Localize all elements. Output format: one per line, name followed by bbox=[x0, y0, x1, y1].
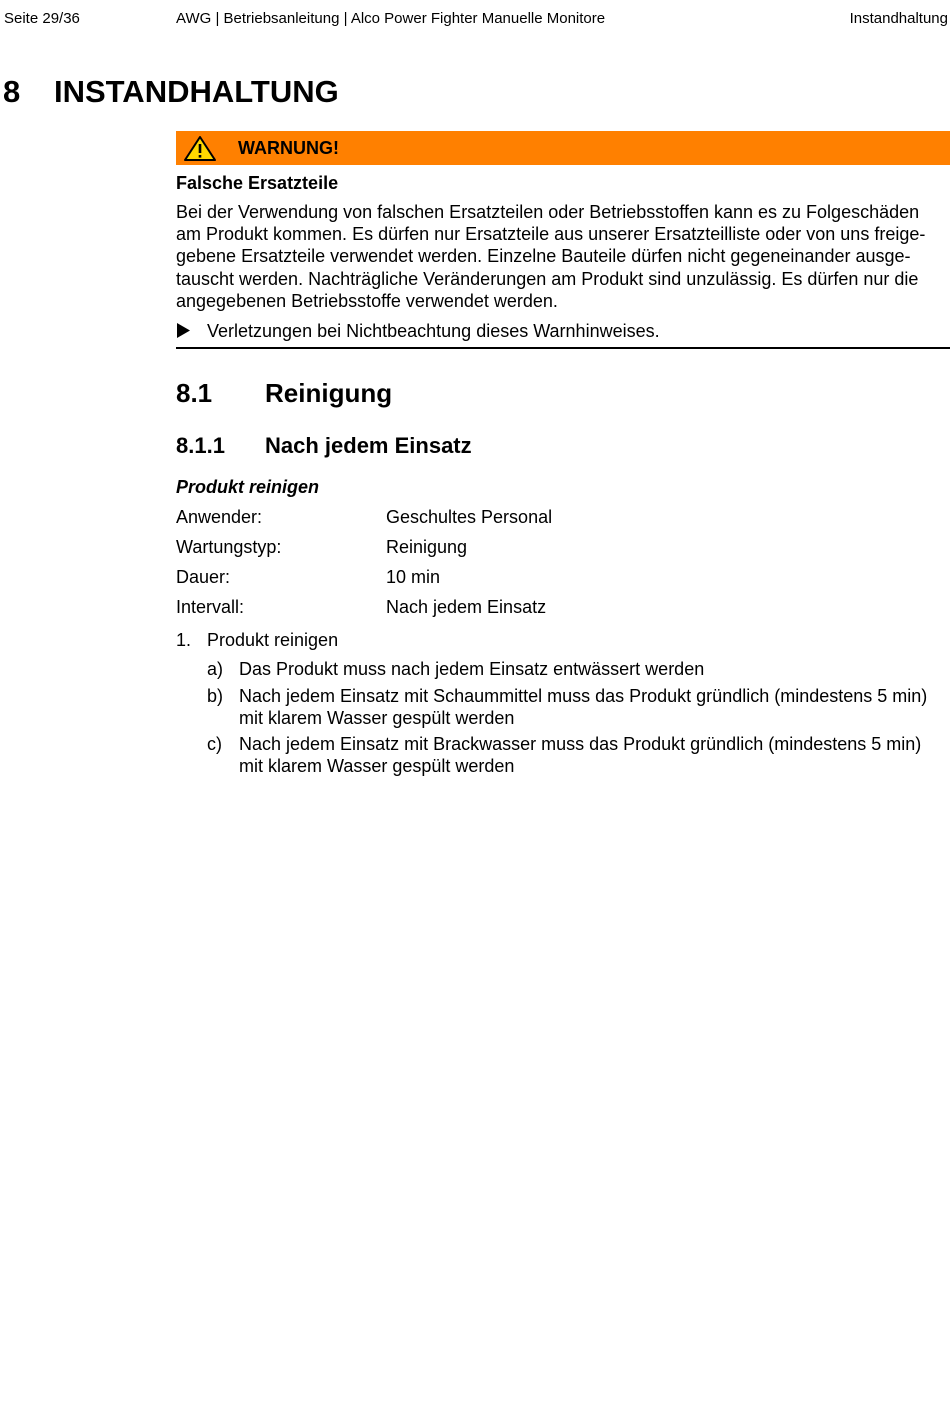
warning-banner bbox=[176, 131, 950, 165]
warning-text-line: angegebenen Betriebsstoffe verwendet werden. bbox=[176, 291, 558, 311]
subsection-title: Nach jedem Einsatz bbox=[265, 433, 472, 458]
substep-text: Das Produkt muss nach jedem Einsatz entwässert werden bbox=[239, 659, 705, 679]
task-key-user: Anwender: bbox=[176, 507, 263, 527]
warning-text-line: Bei der Verwendung von falschen Ersatzteilen oder Betriebsstoffen kann es zu Folgeschäden bbox=[176, 202, 920, 222]
warning-text-line: tauscht werden. Nachträgliche Veränderungen am Produkt sind unzulässig. Es dürfen nur die bbox=[176, 269, 919, 289]
task-key-duration: Dauer: bbox=[176, 567, 231, 587]
step-number: 1. bbox=[176, 630, 192, 650]
page-number: Seite 29/36 bbox=[4, 10, 80, 27]
task-key-interval: Intervall: bbox=[176, 597, 245, 617]
section-number: 8.1 bbox=[176, 378, 213, 408]
subsection-number: 8.1.1 bbox=[176, 433, 225, 458]
warning-title: Falsche Ersatzteile bbox=[176, 173, 339, 193]
substep-label: c) bbox=[207, 734, 222, 754]
substep-text: Nach jedem Einsatz mit Schaummittel muss das Produkt gründlich (mindestens 5 min) bbox=[239, 686, 928, 706]
substep-text: Nach jedem Einsatz mit Brackwasser muss das Produkt gründlich (mindestens 5 min) bbox=[239, 734, 922, 754]
chapter-title: INSTANDHALTUNG bbox=[54, 74, 339, 109]
task-key-maintenance-type: Wartungstyp: bbox=[176, 537, 282, 557]
task-value-duration: 10 min bbox=[386, 567, 441, 587]
bullet-arrow-icon bbox=[177, 323, 190, 338]
header-section: Instandhaltung bbox=[849, 10, 948, 27]
step-text: Produkt reinigen bbox=[207, 630, 339, 650]
warning-triangle-icon bbox=[183, 135, 217, 162]
substep-text: mit klarem Wasser gespült werden bbox=[239, 708, 515, 728]
warning-divider bbox=[176, 347, 950, 349]
substep-label: a) bbox=[207, 659, 224, 679]
task-title: Produkt reinigen bbox=[176, 477, 320, 497]
substep-label: b) bbox=[207, 686, 224, 706]
chapter-number: 8 bbox=[3, 74, 21, 109]
section-title: Reinigung bbox=[265, 378, 393, 408]
warning-text-line: gebene Ersatzteile verwendet werden. Einzelne Bauteile dürfen nicht gegeneinander ausge- bbox=[176, 246, 911, 266]
task-value-user: Geschultes Personal bbox=[386, 507, 553, 527]
warning-label: WARNUNG! bbox=[238, 138, 339, 158]
task-value-interval: Nach jedem Einsatz bbox=[386, 597, 547, 617]
substep-text: mit klarem Wasser gespült werden bbox=[239, 756, 515, 776]
warning-consequence: Verletzungen bei Nichtbeachtung dieses Warnhinweises. bbox=[207, 321, 660, 341]
document-title: AWG | Betriebsanleitung | Alco Power Fighter Manuelle Monitore bbox=[176, 10, 606, 27]
warning-text-line: am Produkt kommen. Es dürfen nur Ersatzteile aus unserer Ersatzteilliste oder von uns freige- bbox=[176, 224, 926, 244]
task-value-maintenance-type: Reinigung bbox=[386, 537, 468, 557]
